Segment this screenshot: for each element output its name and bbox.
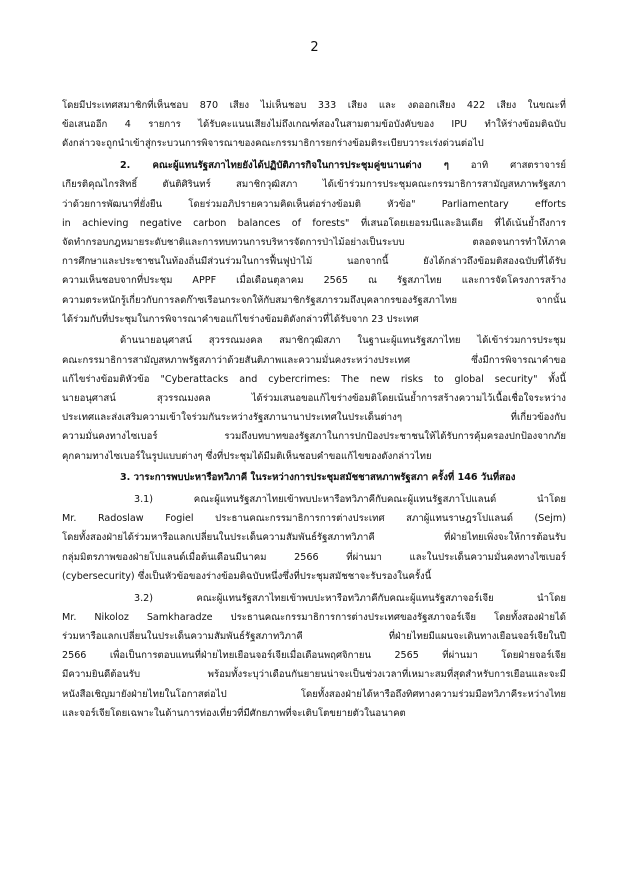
text-line: ร่วมหารือแลกเปลี่ยนในประเด็นความสัมพันธ์รัฐสภาทวิภาคี ที่ฝ่ายไทยมีแผนจะเดินทางเยือนจอร์เจียในปี [62, 630, 566, 642]
paragraph-parallel-meetings [62, 156, 566, 329]
text-line: 3.2) คณะผู้แทนรัฐสภาไทยเข้าพบปะหารือทวิภาคีกับคณะผู้แทนรัฐสภาจอร์เจีย นำโดย [134, 592, 566, 604]
text-line: ความตระหนักรู้เกี่ยวกับการลดก๊าซเรือนกระจกให้กับสมาชิกรัฐสภารวมถึงบุคลากรของรัฐสภาไทย จากนั้น [62, 294, 566, 306]
text-line: Mr. Radoslaw Fogiel ประธานคณะกรรมาธิการการต่างประเทศ สภาผู้แทนราษฎรโปแลนด์ (Sejm) [62, 513, 566, 525]
text-line: Mr. Nikoloz Samkharadze ประธานคณะกรรมาธิการการต่างประเทศของรัฐสภาจอร์เจีย โดยทั้งสองฝ่ายได้ [62, 611, 566, 623]
text-line: ความมั่นคงทางไซเบอร์ รวมถึงบทบาทของรัฐสภาในการปกป้องประชาชนให้ได้รับการคุ้มครองปกป้องจากภัย [62, 431, 566, 443]
text-fragment: อาทิ ศาสตราจารย์ [448, 160, 566, 172]
text-line: ด้านนายอนุศาสน์ สุวรรณมงคล สมาชิกวุฒิสภา ในฐานะผู้แทนรัฐสภาไทย ได้เข้าร่วมการประชุม [120, 335, 566, 347]
paragraph-bilateral-heading [62, 468, 566, 487]
text-line: ประเทศและส่งเสริมความเข้าใจร่วมกันระหว่างรัฐสภานานาประเทศในประเด็นต่างๆ ที่เกี่ยวข้องกับ [62, 412, 566, 424]
text-line: เกียรติคุณไกรสิทธิ์ ตันติศิรินทร์ สมาชิกวุฒิสภา ได้เข้าร่วมการประชุมคณะกรรมาธิการสามัญสหภาพรัฐสภา [62, 179, 566, 191]
text-line [62, 156, 566, 175]
paragraph-cybersecurity-committee [62, 331, 566, 465]
paragraph-georgia-meeting [62, 589, 566, 723]
section-heading-3: 3. วาระการพบปะหารือทวิภาคี ในระหว่างการประชุมสมัชชาสหภาพรัฐสภา ครั้งที่ 146 วันที่สอง [120, 472, 516, 484]
paragraph-poland-meeting [62, 490, 566, 586]
text-line: ข้อเสนออีก 4 รายการ ได้รับคะแนนเสียงไม่ถึงเกณฑ์สองในสามตามข้อบังคับของ IPU ทำให้ร่างข้อมติฉบับ [62, 119, 566, 131]
text-line: กลุ่มมิตรภาพของฝ่ายโปแลนด์เมื่อต้นเดือนมีนาคม 2566 ที่ผ่านมา และในประเด็นความมั่นคงทางไซเบอร์ [62, 551, 566, 563]
text-line: โดยมีประเทศสมาชิกที่เห็นชอบ 870 เสียง ไม่เห็นชอบ 333 เสียง และ งดออกเสียง 422 เสียง ในขณะที่ [62, 100, 566, 111]
text-line: 2566 เพื่อเป็นการตอบแทนที่ฝ่ายไทยเยือนจอร์เจียเมื่อเดือนพฤศจิกายน 2565 ที่ผ่านมา โดยฝ่ายจอร์เจีย [62, 650, 566, 662]
text-line: และจอร์เจียโดยเฉพาะในด้านการท่องเที่ยวที่มีศักยภาพที่จะเติบโตขยายตัวในอนาคต [62, 707, 406, 719]
text-line: มีความยินดีต้อนรับ พร้อมทั้งระบุว่าเดือนกันยายนน่าจะเป็นช่วงเวลาที่เหมาะสมที่สุดสำหรับการเยือนและจะมี [62, 669, 566, 681]
text-line: ความเห็นชอบจากที่ประชุม APPF เมื่อเดือนตุลาคม 2565 ณ รัฐสภาไทย และการจัดโครงการสร้าง [62, 275, 566, 287]
text-line: โดยทั้งสองฝ่ายได้ร่วมหารือแลกเปลี่ยนในประเด็นความสัมพันธ์รัฐสภาทวิภาคี ที่ฝ่ายไทยเพิ่งจะให้การต้อนรับ [62, 532, 566, 544]
document-body [62, 96, 566, 723]
text-line: แก้ไขร่างข้อมติหัวข้อ "Cyberattacks and cybercrimes: The new risks to global security" ทั้งนี้ [62, 373, 566, 385]
text-line: คณะกรรมาธิการสามัญสหภาพรัฐสภาว่าด้วยสันติภาพและความมั่นคงระหว่างประเทศ ซึ่งมีการพิจารณาคำขอ [62, 354, 566, 366]
text-line: in achieving negative carbon balances of forests" ที่เสนอโดยเยอรมนีและอินเดีย ที่ได้เน้นย้ำถึงการ [62, 217, 566, 229]
page-number: 2 [310, 40, 319, 55]
text-line: การศึกษาและประชาชนในท้องถิ่นมีส่วนร่วมในการฟื้นฟูป่าไม้ นอกจากนี้ ยังได้กล่าวถึงข้อมติสองฉบับที่ได้รับ [62, 256, 566, 268]
text-line: ว่าด้วยการพัฒนาที่ยั่งยืน โดยร่วมอภิปรายความคิดเห็นต่อร่างข้อมติ หัวข้อ" Parliamentary efforts [62, 198, 566, 210]
text-line: ได้ร่วมกับที่ประชุมในการพิจารณาคำขอแก้ไขร่างข้อมติดังกล่าวที่ได้รับจาก 23 ประเทศ [62, 313, 419, 325]
paragraph-vote-results [62, 96, 566, 154]
section-heading-2: 2. คณะผู้แทนรัฐสภาไทยยังได้ปฏิบัติภารกิจในการประชุมคู่ขนานต่าง ๆ [120, 160, 449, 172]
text-line: หนังสือเชิญมายังฝ่ายไทยในโอกาสต่อไป โดยทั้งสองฝ่ายได้หารือถึงทิศทางความร่วมมือทวิภาคีระหว่างไทย [62, 688, 566, 700]
text-line: จัดทำกรอบกฎหมายระดับชาติและการทบทวนการบริหารจัดการป่าไม้อย่างเป็นระบบ ตลอดจนการทำให้ภาค [62, 236, 566, 248]
text-line: 3.1) คณะผู้แทนรัฐสภาไทยเข้าพบปะหารือทวิภาคีกับคณะผู้แทนรัฐสภาโปแลนด์ นำโดย [134, 494, 566, 506]
text-line: ดังกล่าวจะถูกนำเข้าสู่กระบวนการพิจารณาของคณะกรรมาธิการยกร่างข้อมติระเบียบวาระเร่งด่วนต่อไป [62, 138, 484, 150]
text-line: (cybersecurity) ซึ่งเป็นหัวข้อของร่างข้อมติฉบับหนึ่งซึ่งที่ประชุมสมัชชาจะรับรองในครั้งนี้ [62, 570, 432, 582]
text-line: นายอนุศาสน์ สุวรรณมงคล ได้ร่วมเสนอขอแก้ไขร่างข้อมติโดยเน้นย้ำการสร้างความไว้เนื้อเชื่อใจระหว่าง [62, 393, 566, 405]
text-line: คุกคามทางไซเบอร์ในรูปแบบต่างๆ ซึ่งที่ประชุมได้มีมติเห็นชอบคำขอแก้ไขของดังกล่าวไทย [62, 450, 432, 462]
